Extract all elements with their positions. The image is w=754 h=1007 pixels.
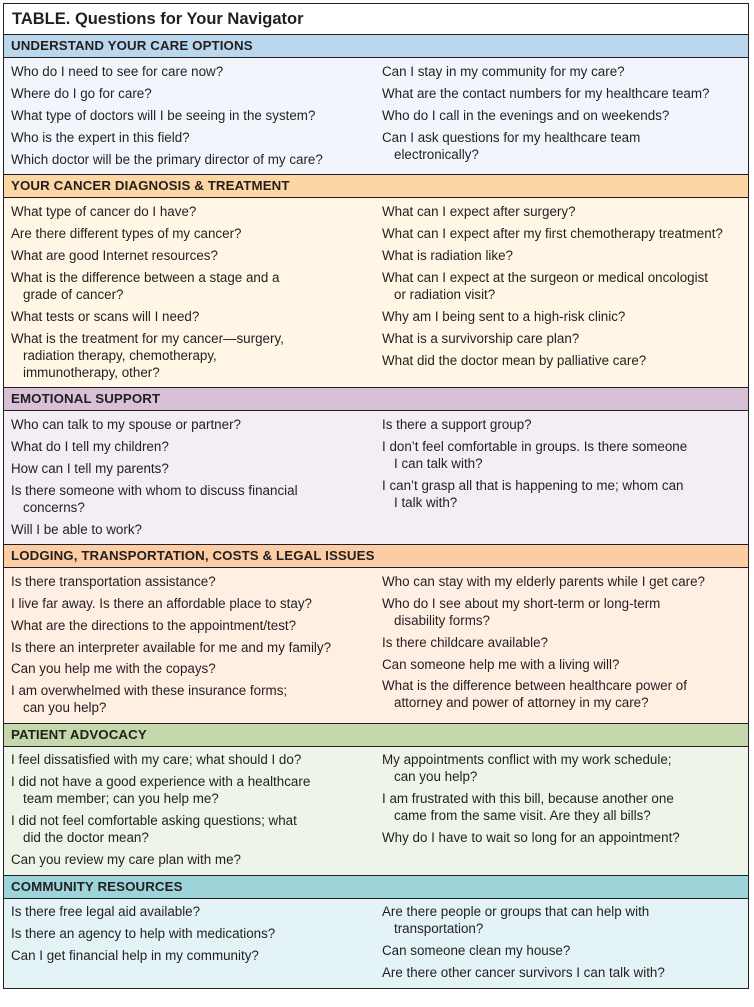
table-title: TABLE. Questions for Your Navigator	[4, 4, 748, 35]
question-text: Can someone clean my house?	[382, 943, 571, 959]
question-item	[382, 60, 748, 82]
question-text-continued: electronically?	[394, 146, 479, 162]
question-column-right	[376, 901, 748, 984]
section-body	[4, 58, 748, 175]
question-item	[382, 266, 748, 305]
section-header: LODGING, TRANSPORTATION, COSTS & LEGAL ISSUES	[4, 545, 748, 568]
question-text: Is there someone with whom to discuss financial	[11, 482, 298, 498]
question-text: Who do I call in the evenings and on weekends?	[382, 107, 670, 123]
question-item	[11, 200, 376, 222]
question-text: My appointments conflict with my work schedule;	[382, 752, 672, 768]
question-text-continued: team member; can you help me?	[23, 791, 219, 807]
question-item	[382, 82, 748, 104]
question-item	[11, 810, 376, 849]
question-item	[11, 244, 376, 266]
question-text: What is the difference between healthcare power of	[382, 678, 687, 694]
question-text: Will I be able to work?	[11, 521, 142, 537]
question-text: What can I expect after my first chemotherapy treatment?	[382, 225, 723, 241]
question-item	[11, 327, 376, 383]
question-text: Can I stay in my community for my care?	[382, 63, 625, 79]
question-item	[382, 305, 748, 327]
question-item	[11, 222, 376, 244]
question-item	[11, 771, 376, 810]
question-text: What are the contact numbers for my healthcare team?	[382, 85, 710, 101]
question-text-continued: concerns?	[23, 499, 85, 515]
question-text: Are there other cancer survivors I can talk with?	[382, 965, 665, 981]
question-text: I don’t feel comfortable in groups. Is there someone	[382, 438, 688, 454]
question-item	[11, 614, 376, 636]
question-item	[382, 631, 748, 653]
question-item	[11, 305, 376, 327]
question-text: Can I ask questions for my healthcare team	[382, 129, 641, 145]
question-text-continued: immunotherapy, other?	[23, 364, 160, 380]
question-item	[382, 788, 748, 827]
question-column-right	[376, 60, 748, 170]
question-text: What are the directions to the appointment/test?	[11, 617, 297, 633]
question-text: Can you help me with the copays?	[11, 661, 216, 677]
question-text: Who can talk to my spouse or partner?	[11, 416, 241, 432]
question-item	[382, 222, 748, 244]
question-text: What type of doctors will I be seeing in the system?	[11, 107, 316, 123]
question-text: What did the doctor mean by palliative care?	[382, 352, 647, 368]
section-body	[4, 568, 748, 724]
question-item	[382, 962, 748, 984]
question-item	[11, 60, 376, 82]
question-text: What tests or scans will I need?	[11, 308, 200, 324]
question-text-continued: I talk with?	[394, 494, 458, 510]
question-text: Are there different types of my cancer?	[11, 225, 242, 241]
question-text: Which doctor will be the primary director of my care?	[11, 151, 323, 167]
question-text: Where do I go for care?	[11, 85, 152, 101]
question-text: What can I expect at the surgeon or medical oncologist	[382, 269, 709, 285]
question-text: Who is the expert in this field?	[11, 129, 190, 145]
question-text: What are good Internet resources?	[11, 247, 218, 263]
question-item	[382, 570, 748, 592]
question-text: Why do I have to wait so long for an appointment?	[382, 830, 680, 846]
question-item	[11, 82, 376, 104]
question-item	[382, 244, 748, 266]
question-column-left	[4, 60, 376, 170]
question-item	[382, 104, 748, 126]
question-text-continued: attorney and power of attorney in my care?	[394, 695, 649, 711]
question-text-continued: came from the same visit. Are they all bills?	[394, 808, 651, 824]
question-column-right	[376, 413, 748, 540]
question-column-right	[376, 200, 748, 383]
question-item	[11, 148, 376, 170]
question-text: Is there a support group?	[382, 416, 532, 432]
question-item	[11, 479, 376, 518]
question-text: Who do I see about my short-term or long-term	[382, 595, 661, 611]
question-text: I feel dissatisfied with my care; what should I do?	[11, 752, 302, 768]
question-text: Can someone help me with a living will?	[382, 656, 620, 672]
section-header: EMOTIONAL SUPPORT	[4, 388, 748, 411]
question-text-continued: or radiation visit?	[394, 286, 496, 302]
question-text: Can you review my care plan with me?	[11, 852, 241, 868]
question-item	[11, 457, 376, 479]
question-text-continued: can you help?	[23, 700, 107, 716]
question-item	[11, 266, 376, 305]
question-item	[382, 592, 748, 631]
question-item	[11, 658, 376, 680]
section-header: PATIENT ADVOCACY	[4, 724, 748, 747]
question-text: Is there an agency to help with medications?	[11, 926, 276, 942]
question-column-right	[376, 749, 748, 871]
question-item	[382, 413, 748, 435]
question-item	[11, 636, 376, 658]
question-text: Who can stay with my elderly parents while I get care?	[382, 573, 706, 589]
question-item	[11, 923, 376, 945]
question-text: Are there people or groups that can help with	[382, 904, 650, 920]
section-header: YOUR CANCER DIAGNOSIS & TREATMENT	[4, 175, 748, 198]
question-item	[11, 126, 376, 148]
question-item	[382, 474, 748, 513]
question-item	[382, 200, 748, 222]
section-header: UNDERSTAND YOUR CARE OPTIONS	[4, 35, 748, 58]
question-text-continued: I can talk with?	[394, 455, 483, 471]
question-text: Is there transportation assistance?	[11, 573, 216, 589]
section-header: COMMUNITY RESOURCES	[4, 876, 748, 899]
question-column-right	[376, 570, 748, 719]
question-text: What type of cancer do I have?	[11, 203, 197, 219]
question-text-continued: transportation?	[394, 921, 484, 937]
question-item	[11, 104, 376, 126]
question-item	[11, 749, 376, 771]
question-text: I am frustrated with this bill, because another one	[382, 791, 674, 807]
question-text: What is the difference between a stage and a	[11, 269, 280, 285]
question-item	[11, 518, 376, 540]
question-text: How can I tell my parents?	[11, 460, 169, 476]
question-text: I did not have a good experience with a healthcare	[11, 774, 311, 790]
section-body	[4, 198, 748, 388]
question-text: I live far away. Is there an affordable place to stay?	[11, 595, 312, 611]
section-body	[4, 411, 748, 545]
question-item	[11, 849, 376, 871]
question-text: Is there childcare available?	[382, 634, 548, 650]
question-text-continued: disability forms?	[394, 612, 490, 628]
question-item	[11, 945, 376, 967]
question-text: Is there free legal aid available?	[11, 904, 201, 920]
question-text: What can I expect after surgery?	[382, 203, 576, 219]
question-text: Who do I need to see for care now?	[11, 63, 224, 79]
question-text-continued: can you help?	[394, 769, 478, 785]
question-text: What do I tell my children?	[11, 438, 169, 454]
question-text: I did not feel comfortable asking questions; what	[11, 813, 297, 829]
question-item	[382, 749, 748, 788]
question-text-continued: grade of cancer?	[23, 286, 124, 302]
question-item	[382, 327, 748, 349]
question-column-left	[4, 749, 376, 871]
table-sections	[4, 35, 748, 988]
question-item	[382, 653, 748, 675]
question-item	[11, 570, 376, 592]
question-text-continued: radiation therapy, chemotherapy,	[23, 347, 217, 363]
question-text: What is the treatment for my cancer—surgery,	[11, 330, 284, 346]
question-column-left	[4, 901, 376, 984]
question-item	[11, 680, 376, 719]
question-column-left	[4, 200, 376, 383]
question-item	[11, 592, 376, 614]
question-text: I am overwhelmed with these insurance forms;	[11, 683, 288, 699]
question-item	[382, 827, 748, 849]
question-item	[11, 413, 376, 435]
question-item	[11, 435, 376, 457]
question-text: Can I get financial help in my community?	[11, 948, 259, 964]
question-item	[382, 675, 748, 714]
question-text: Why am I being sent to a high-risk clinic?	[382, 308, 626, 324]
question-text-continued: did the doctor mean?	[23, 830, 149, 846]
question-item	[382, 126, 748, 165]
question-item	[11, 901, 376, 923]
question-text: I can’t grasp all that is happening to me; whom can	[382, 477, 684, 493]
question-item	[382, 349, 748, 371]
question-column-left	[4, 413, 376, 540]
question-item	[382, 901, 748, 940]
section-body	[4, 899, 748, 988]
navigator-questions-table	[3, 3, 749, 989]
question-item	[382, 940, 748, 962]
question-column-left	[4, 570, 376, 719]
question-text: Is there an interpreter available for me and my family?	[11, 639, 332, 655]
section-body	[4, 747, 748, 876]
question-text: What is radiation like?	[382, 247, 513, 263]
question-item	[382, 435, 748, 474]
question-text: What is a survivorship care plan?	[382, 330, 580, 346]
